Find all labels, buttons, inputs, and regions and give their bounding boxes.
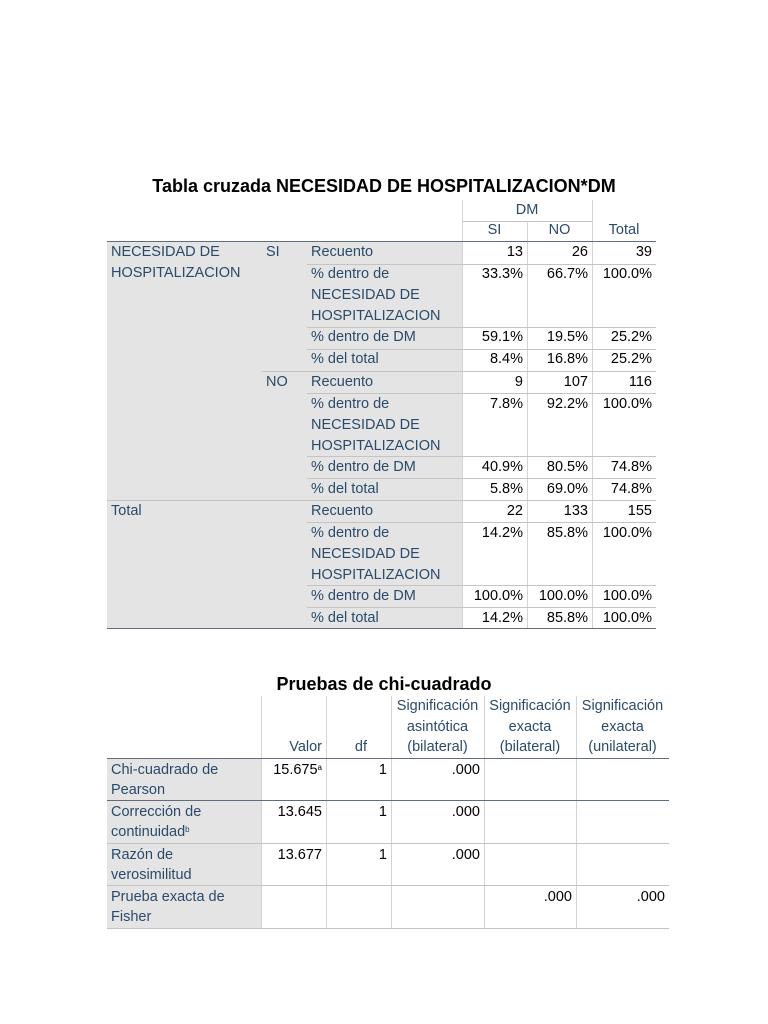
table-cell: 59.1% bbox=[481, 329, 523, 345]
table-cell: 26 bbox=[571, 244, 588, 260]
table-cell: 100.0% bbox=[602, 396, 652, 412]
table-cell: .000 bbox=[636, 889, 665, 905]
stat-label: % dentro de bbox=[311, 266, 390, 282]
col-header-sig-asintotica: (bilateral) bbox=[407, 739, 468, 755]
category-no: NO bbox=[266, 374, 288, 390]
table-cell: 14.2% bbox=[481, 610, 523, 626]
row-label-pearson: Pearson bbox=[111, 782, 166, 798]
stat-label: Recuento bbox=[311, 374, 374, 390]
row-label-pearson: Chi-cuadrado de bbox=[111, 762, 219, 778]
table-cell: .000 bbox=[451, 804, 480, 820]
table-cell: 69.0% bbox=[546, 481, 588, 497]
table-cell: 9 bbox=[514, 374, 523, 390]
footnote-marker: a bbox=[317, 763, 322, 772]
table-cell: 155 bbox=[627, 503, 652, 519]
table-cell: 8.4% bbox=[489, 351, 523, 367]
col-header-si: SI bbox=[487, 222, 502, 238]
stat-label: Recuento bbox=[311, 503, 374, 519]
table-cell: 100.0% bbox=[602, 266, 652, 282]
stat-label: % dentro de bbox=[311, 525, 390, 541]
table-cell: 1 bbox=[378, 847, 387, 863]
col-header-total: Total bbox=[608, 222, 640, 238]
stat-label: % dentro de DM bbox=[311, 459, 416, 475]
table-cell: 74.8% bbox=[610, 481, 652, 497]
chi-square-title: Pruebas de chi-cuadrado bbox=[276, 674, 492, 694]
table-cell: 25.2% bbox=[610, 351, 652, 367]
category-si: SI bbox=[266, 244, 280, 260]
stat-label: NECESIDAD DE bbox=[311, 546, 420, 562]
crosstab-title: Tabla cruzada NECESIDAD DE HOSPITALIZACION*DM bbox=[152, 176, 616, 196]
table-cell: 85.8% bbox=[546, 610, 588, 626]
stat-label: % dentro de bbox=[311, 396, 390, 412]
table-cell: 39 bbox=[635, 244, 652, 260]
table-cell: 33.3% bbox=[481, 266, 523, 282]
table-cell: 1 bbox=[378, 804, 387, 820]
col-header-sig-exacta-unilateral: exacta bbox=[601, 719, 644, 735]
row-label-fisher: Fisher bbox=[111, 909, 152, 925]
table-cell: 13 bbox=[506, 244, 523, 260]
table-cell: 66.7% bbox=[546, 266, 588, 282]
col-header-sig-exacta-bilateral: (bilateral) bbox=[499, 739, 561, 755]
col-group-dm: DM bbox=[515, 202, 539, 218]
table-cell: 100.0% bbox=[602, 588, 652, 604]
table-cell: 100.0% bbox=[538, 588, 588, 604]
table-cell: 13.677 bbox=[277, 847, 322, 863]
row-variable-label-2: HOSPITALIZACION bbox=[111, 265, 241, 281]
table-cell: 40.9% bbox=[481, 459, 523, 475]
table-cell: 5.8% bbox=[489, 481, 523, 497]
stat-label: NECESIDAD DE bbox=[311, 417, 420, 433]
col-header-sig-exacta-bilateral: Significación bbox=[489, 698, 571, 714]
col-header-sig-asintotica: Significación bbox=[396, 698, 479, 714]
table-cell: .000 bbox=[451, 762, 480, 778]
row-label-correccion: Corrección de bbox=[111, 804, 202, 820]
row-label-razon: verosimilitud bbox=[111, 867, 192, 883]
table-cell: 15.675$^a$ bbox=[273, 762, 322, 778]
table-cell: 14.2% bbox=[481, 525, 523, 541]
stat-label: % del total bbox=[311, 610, 379, 626]
col-header-df: df bbox=[354, 739, 367, 755]
stat-label: HOSPITALIZACION bbox=[311, 308, 441, 324]
table-cell: 116 bbox=[628, 374, 652, 390]
table-cell: 19.5% bbox=[546, 329, 588, 345]
table-cell: 7.8% bbox=[489, 396, 523, 412]
row-label-razon: Razón de bbox=[111, 847, 174, 863]
table-cell: 80.5% bbox=[546, 459, 588, 475]
col-header-sig-exacta-bilateral: exacta bbox=[508, 719, 552, 735]
col-header-valor: Valor bbox=[289, 739, 322, 755]
stat-label: % dentro de DM bbox=[311, 329, 416, 345]
table-cell: 74.8% bbox=[610, 459, 652, 475]
table-cell: 25.2% bbox=[610, 329, 652, 345]
col-header-sig-exacta-unilateral: Significación bbox=[581, 698, 664, 714]
table-cell: 16.8% bbox=[546, 351, 588, 367]
stat-label: % del total bbox=[311, 481, 379, 497]
table-cell: .000 bbox=[451, 847, 480, 863]
stat-label: HOSPITALIZACION bbox=[311, 438, 441, 454]
stat-label: HOSPITALIZACION bbox=[311, 567, 441, 583]
row-label-fisher: Prueba exacta de bbox=[111, 889, 225, 905]
col-header-sig-exacta-unilateral: (unilateral) bbox=[588, 739, 657, 755]
total-row-label: Total bbox=[111, 503, 142, 519]
table-cell: 100.0% bbox=[602, 525, 652, 541]
table-cell: 92.2% bbox=[546, 396, 588, 412]
table-cell: 100.0% bbox=[602, 610, 652, 626]
row-label-correccion: continuidad$^b$ bbox=[111, 824, 190, 840]
table-cell: 85.8% bbox=[546, 525, 588, 541]
col-header-sig-asintotica: asintótica bbox=[406, 719, 469, 735]
table-cell: 100.0% bbox=[473, 588, 523, 604]
stat-label: NECESIDAD DE bbox=[311, 287, 420, 303]
table-cell: 13.645 bbox=[277, 804, 322, 820]
footnote-marker: b bbox=[185, 825, 190, 834]
stat-label: % dentro de DM bbox=[311, 588, 416, 604]
table-cell: .000 bbox=[543, 889, 572, 905]
table-cell: 22 bbox=[506, 503, 523, 519]
stat-label: % del total bbox=[311, 351, 379, 367]
row-variable-label: NECESIDAD DE bbox=[111, 244, 220, 260]
stat-label: Recuento bbox=[311, 244, 374, 260]
table-cell: 133 bbox=[563, 503, 588, 519]
table-cell: 1 bbox=[378, 762, 387, 778]
table-cell: 107 bbox=[563, 374, 588, 390]
col-header-no: NO bbox=[548, 222, 571, 238]
